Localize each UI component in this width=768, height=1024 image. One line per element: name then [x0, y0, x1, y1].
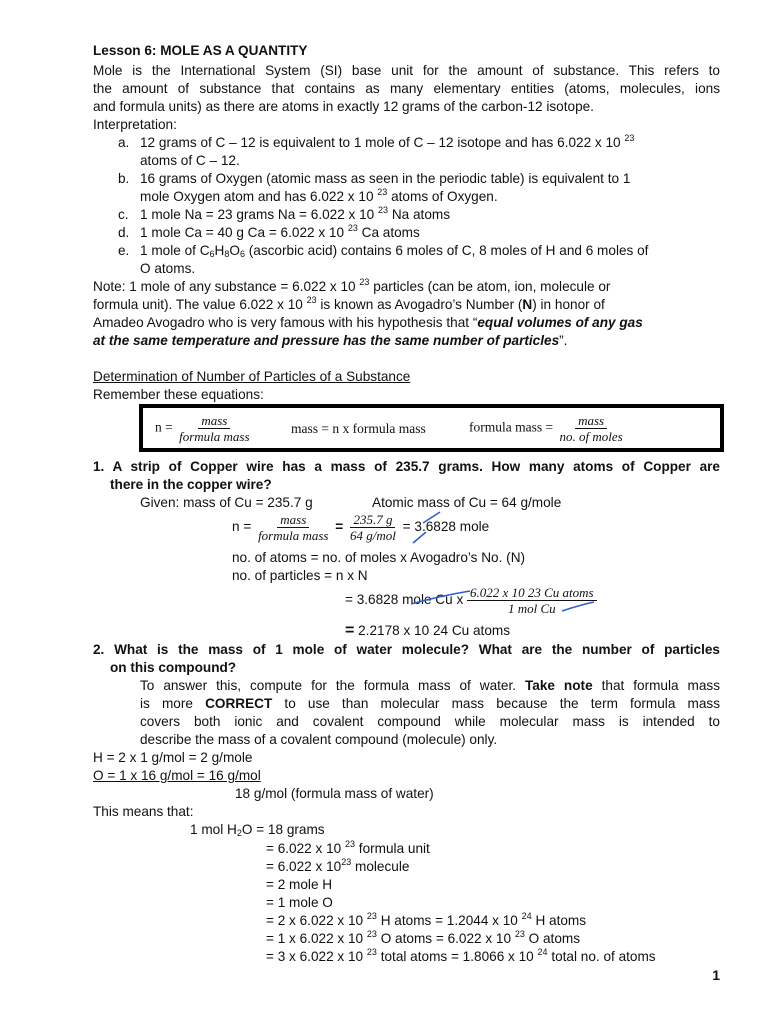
result-line-2: = 6.022 x $10^{23}$ molecule	[266, 857, 410, 874]
result-line-4: = 1 mole O	[266, 895, 333, 910]
interp-e-line-1: 1 mole of $C_6H_8O_6$ (ascorbic acid) contains 6 moles of C, 8 moles of H and 6 moles of	[140, 243, 649, 259]
given-label: Given: mass of Cu = 235.7 g	[140, 495, 313, 510]
question-1-line-2: there in the copper wire?	[110, 477, 272, 492]
intro-line-3: and formula units) as there are atoms in exactly 12 grams of the carbon-12 isotope.	[93, 99, 594, 114]
intro-line-1: Mole is the International System (SI) base unit for the amount of substance. This refers to	[93, 63, 720, 78]
interp-a-line-1: 12 grams of C – 12 is equivalent to 1 mole of C – 12 isotope and has 6.022 x 10 $^{23}$	[140, 133, 635, 150]
lesson-title: Lesson 6: MOLE AS A QUANTITY	[93, 43, 308, 58]
note-line-2: formula unit). The value 6.022 x 10 $^{23}$ is known as Avogadro’s Number (N) in honor of	[93, 295, 605, 312]
interp-e-line-2: O atoms.	[140, 261, 196, 276]
note-line-4: at the same temperature and pressure has the same number of particles”.	[93, 333, 568, 348]
list-marker-c: c.	[118, 207, 129, 222]
q2-paragraph-line-2: is more CORRECT to use than molecular mass because the term formula mass	[140, 696, 720, 711]
remember-label: Remember these equations:	[93, 387, 264, 402]
interp-b-line-2: mole Oxygen atom and has 6.022 x 10 $^{23}$ atoms of Oxygen.	[140, 187, 498, 204]
equation-formula-mass: formula mass = $\frac{\text{mass}}{\text{no. of moles}}$	[469, 413, 623, 444]
list-marker-d: d.	[118, 225, 130, 240]
moles-calculation: n = $\frac{\text{mass}}{\text{formula mass}}$ = $\frac{235.7 g}{\text{64 g/mol}}$ = 3.6828 mole	[232, 512, 490, 543]
result-line-3: = 2 mole H	[266, 877, 333, 892]
mole-water-line: 1 mol $H_2O = 18$ grams	[190, 822, 325, 838]
atoms-equation: no. of atoms = no. of moles x Avogadro’s No. (N)	[232, 550, 526, 565]
section-heading: Determination of Number of Particles of a Substance	[93, 369, 411, 384]
particles-calculation: = 3.6828 mole Cu x $\frac{\text{6.022 x 10 23 Cu atoms}}{\text{1 mol Cu}}$	[345, 585, 597, 616]
hydrogen-mass: H = 2 x 1 g/mol = 2 g/mole	[93, 750, 253, 765]
question-2-line-1: 2. What is the mass of 1 mole of water molecule? What are the number of particles	[93, 642, 720, 657]
list-marker-b: b.	[118, 171, 130, 186]
oxygen-mass: O = 1 x 16 g/mol = 16 g/mol	[93, 768, 261, 783]
question-1-line-1: 1. A strip of Copper wire has a mass of 235.7 grams. How many atoms of Copper are	[93, 459, 720, 474]
equations-box	[139, 404, 724, 452]
avogadro-symbol: N	[522, 297, 533, 312]
interp-c: 1 mole Na = 23 grams Na = 6.022 x 10 $^{23}$ Na atoms	[140, 205, 450, 222]
interp-d: 1 mole Ca = 40 g Ca = 6.022 x 10 $^{23}$ Ca atoms	[140, 223, 420, 240]
result-line-5: = 2 x 6.022 x 10 $^{23}$ H atoms = 1.2044 x 10 $^{24}$ H atoms	[266, 911, 587, 928]
result-line-7: = 3 x 6.022 x 10 $^{23}$ total atoms = 1.8066 x 10 $^{24}$ total no. of atoms	[266, 947, 656, 964]
page-number: 1	[712, 967, 720, 983]
q2-paragraph-line-3: covers both ionic and covalent compound while molecular mass is intended to	[140, 714, 720, 729]
atomic-mass-label: Atomic mass of Cu = 64 g/mole	[372, 495, 562, 510]
particles-equation: no. of particles = n x N	[232, 568, 368, 583]
means-label: This means that:	[93, 804, 194, 819]
question-2-line-2: on this compound?	[110, 660, 237, 675]
water-formula-mass: 18 g/mol (formula mass of water)	[235, 786, 434, 801]
interp-a-line-2: atoms of C – 12.	[140, 153, 240, 168]
list-marker-e: e.	[118, 243, 130, 258]
interp-b-line-1: 16 grams of Oxygen (atomic mass as seen in the periodic table) is equivalent to 1	[140, 171, 631, 186]
interpretation-label: Interpretation:	[93, 117, 177, 132]
list-marker-a: a.	[118, 135, 130, 150]
equation-mass: mass = n x formula mass	[291, 421, 426, 436]
particles-result: = 2.2178 x 10 24 Cu atoms	[345, 622, 511, 639]
result-line-1: = 6.022 x 10 $^{23}$ formula unit	[266, 839, 430, 856]
note-line-1: Note: 1 mole of any substance = 6.022 x 10 $^{23}$ particles (can be atom, ion, molecule or	[93, 277, 611, 294]
note-line-3: Amadeo Avogadro who is very famous with his hypothesis that “equal volumes of any gas	[93, 315, 643, 330]
result-line-6: = 1 x 6.022 x 10 $^{23}$ O atoms = 6.022 x 10 $^{23}$ O atoms	[266, 929, 581, 946]
q2-paragraph-line-4: describe the mass of a covalent compound (molecule) only.	[140, 732, 498, 747]
intro-line-2: the amount of substance that contains as many elementary entities (atoms, molecules, ions	[93, 81, 720, 96]
equation-moles: n = $\frac{\text{mass}}{\text{formula mass}}$	[155, 413, 250, 444]
q2-paragraph-line-1: To answer this, compute for the formula mass of water. Take note that formula mass	[140, 678, 721, 693]
